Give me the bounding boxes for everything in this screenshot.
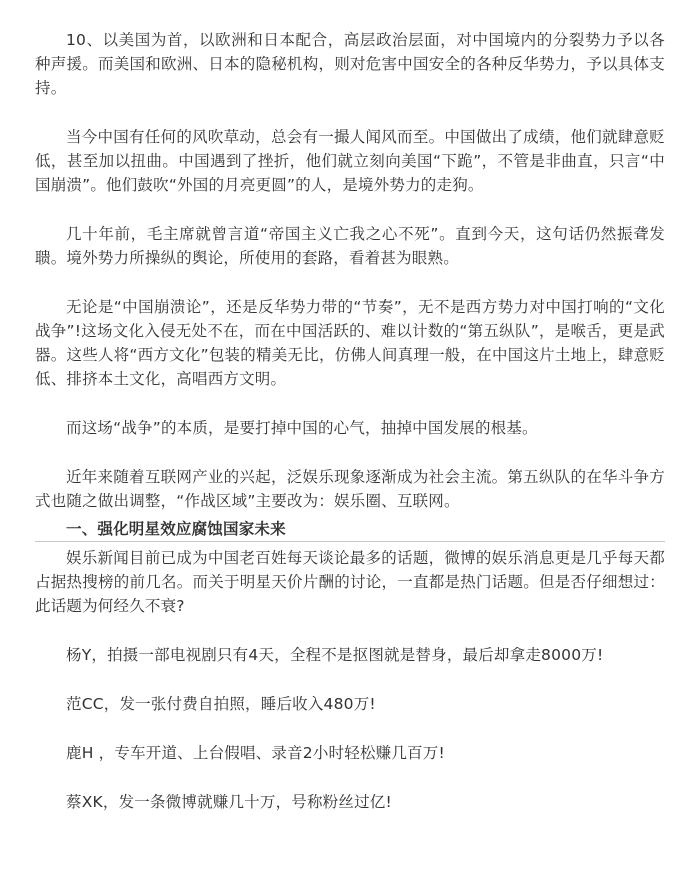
- paragraph: 杨Y，拍摄一部电视剧只有4天，全程不是抠图就是替身，最后却拿走8000万!: [66, 646, 604, 664]
- paragraph: 而这场“战争”的本质，是要打掉中国的心气，抽掉中国发展的根基。: [66, 419, 538, 437]
- paragraph: 蔡XK，发一条微博就赚几十万，号称粉丝过亿!: [66, 793, 392, 811]
- paragraph: 近年来随着互联网产业的兴起，泛娱乐现象逐渐成为社会主流。第五纵队的在华斗争方式也随之做出调整，“作战区域”主要改为：娱乐圈、互联网。: [35, 468, 665, 510]
- paragraph: 10、以美国为首，以欧洲和日本配合，高层政治层面，对中国境内的分裂势力予以各种声援。而美国和欧洲、日本的隐秘机构，则对危害中国安全的各种反华势力，予以具体支持。: [35, 31, 665, 97]
- paragraph: 当今中国有任何的风吹草动，总会有一撮人闻风而至。中国做出了成绩，他们就肆意贬低，甚至加以扭曲。中国遇到了挫折，他们就立刻向美国“下跪”，不管是非曲直，只言“中国崩溃”。他们鼓吹“外国的月亮更圆”的人，是境外势力的走狗。: [35, 128, 665, 194]
- section-heading: 一、强化明星效应腐蚀国家未来: [35, 517, 665, 542]
- paragraph: 几十年前，毛主席就曾言道“帝国主义亡我之心不死”。直到今天，这句话仍然振聋发聩。境外势力所操纵的舆论，所使用的套路，看着甚为眼熟。: [35, 225, 665, 267]
- paragraph: 鹿H ，专车开道、上台假唱、录音2小时轻松赚几百万!: [66, 744, 445, 762]
- paragraph: 娱乐新闻目前已成为中国老百姓每天谈论最多的话题，微博的娱乐消息更是几乎每天都占据热搜榜的前几名。而关于明星天价片酬的讨论，一直都是热门话题。但是否仔细想过：此话题为何经久不衰?: [35, 549, 665, 615]
- paragraph: 范CC，发一张付费自拍照，睡后收入480万!: [66, 695, 376, 713]
- paragraph: 无论是“中国崩溃论”，还是反华势力带的“节奏”，无不是西方势力对中国打响的“文化战争”!这场文化入侵无处不在，而在中国活跃的、难以计数的“第五纵队”，是喉舌，更是武器。这些人将“西方文化”包装的精美无比，仿佛人间真理一般，在中国这片土地上，肆意贬低、排挤本土文化，高唱西方文明。: [35, 298, 665, 388]
